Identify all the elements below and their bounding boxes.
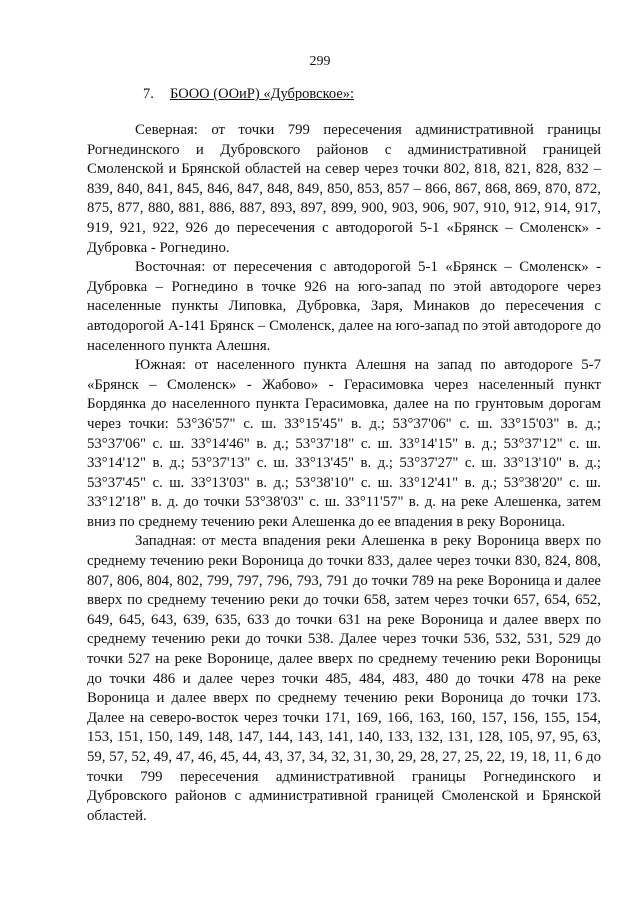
paragraph-north-boundary: Северная: от точки 799 пересечения административной границы Рогнединского и Дубровского районов с административной границей Смоленской и Брянской областей на север через точки 802, 818, 821, 828, 832 – 839, 840, 841, 845, 846, 847, 848, 849, 850, 853, 857 – 866, 867, 868, 869, 870, 872, 875, 877, 880, 881, 886, 887, 893, 897, 899, 900, 903, 906, 907, 910, 912, 914, 917, 919, 921, 922, 926 до пересечения с автодорогой 5-1 «Брянск – Смоленск» - Дубровка - Рогнедино. xyxy=(87,122,601,256)
section-title: БООО (ООиР) «Дубровское»: xyxy=(170,86,355,102)
paragraph-east-boundary: Восточная: от пересечения с автодорогой 5-1 «Брянск – Смоленск» - Дубровка – Рогнедино в точке 926 на юго-запад по этой автодороге через населенные пункты Липовка, Дубровка, Заря, Минаков до пересечения с автодорогой А-141 Брянск – Смоленск, далее на юго-запад по этой автодороге до населенного пункта Алешня. xyxy=(87,259,601,354)
section-heading xyxy=(143,86,354,103)
section-number: 7. xyxy=(143,86,154,102)
paragraph-south-boundary: Южная: от населенного пункта Алешня на запад по автодороге 5-7 «Брянск – Смоленск» - Жабово» - Герасимовка через населенный пункт Бордянка до населенного пункта Герасимовка, далее на по грунтовым дорогам через точки: 53°36'57" с. ш. 33°15'45" в. д.; 53°37'06" с. ш. 33°15'03" в. д.; 53°37'06" с. ш. 33°14'46" в. д.; 53°37'18" с. ш. 33°14'15" в. д.; 53°37'12" с. ш. 33°14'12" в. д.; 53°37'13" с. ш. 33°13'45" в. д.; 53°37'27" с. ш. 33°13'10" в. д.; 53°37'45" с. ш. 33°13'03" в. д.; 53°38'10" с. ш. 33°12'41" в. д.; 53°38'20" с. ш. 33°12'18" в. д. до точки 53°38'03" с. ш. 33°11'57" в. д. на реке Алешенка, затем вниз по среднему течению реки Алешенка до ее впадения в реку Вороница. xyxy=(87,357,601,530)
paragraph-west-boundary: Западная: от места впадения реки Алешенка в реку Вороница вверх по среднему течению реки Вороница до точки 833, далее через точки 830, 824, 808, 807, 806, 804, 802, 799, 797, 796, 793, 791 до точки 789 на реке Вороница и далее вверх по среднему течению реки до точки 658, затем через точки 657, 654, 652, 649, 645, 643, 639, 635, 633 до точки 631 на реке Вороница и далее вверх по среднему течению реки до точки 538. Далее через точки 536, 532, 531, 529 до точки 527 на реке Воронице, далее вверх по среднему течению реки Вороницы до точки 486 и далее через точки 485, 484, 483, 480 до точки 478 на реке Вороница и далее вверх по среднему течению реки Вороница до точки 173. Далее на северо-восток через точки 171, 169, 166, 163, 160, 157, 156, 155, 154, 153, 151, 150, 149, 148, 147, 144, 143, 141, 140, 133, 132, 131, 128, 105, 97, 95, 63, 59, 57, 52, 49, 47, 46, 45, 44, 43, 37, 34, 32, 31, 30, 29, 28, 27, 25, 22, 19, 18, 11, 6 до точки 799 пересечения административной границы Рогнединского и Дубровского районов с административной границей Смоленской и Брянской областей. xyxy=(87,533,601,824)
document-body xyxy=(87,121,601,826)
page-number: 299 xyxy=(309,54,331,69)
